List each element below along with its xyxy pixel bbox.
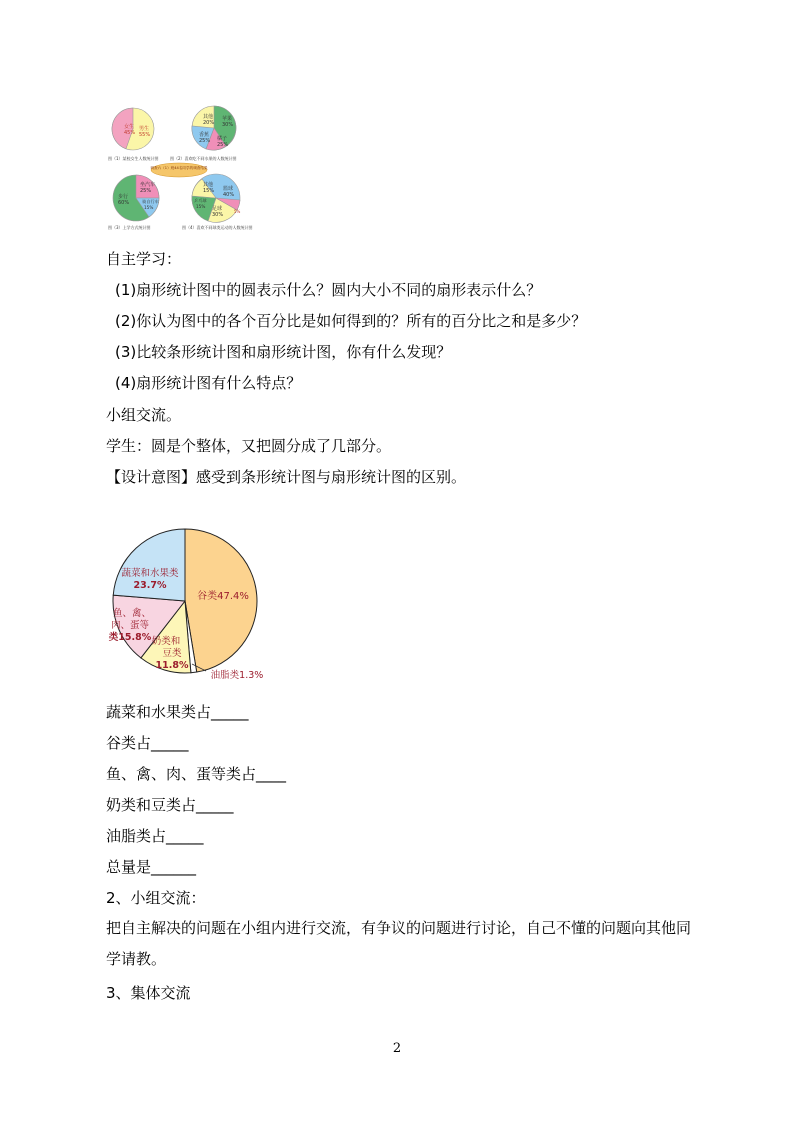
fig2-value-other: 20% — [203, 120, 215, 126]
fig1-value-boys: 55% — [139, 132, 151, 138]
fig1-label-boys: 男生 — [139, 126, 150, 132]
fig3-label-bus: 坐汽车 — [140, 182, 156, 188]
question-2: (2)你认为图中的各个百分比是如何得到的？所有的百分比之和是多少？ — [115, 312, 587, 330]
group-discussion: 小组交流。 — [106, 406, 182, 424]
fig4-value-small: 5% — [234, 209, 241, 214]
design-intent: 【设计意图】感受到条形统计图与扇形统计图的区别。 — [106, 468, 467, 486]
fig4-value-other: 15% — [203, 188, 215, 194]
fig4-value-basketball: 40% — [223, 192, 235, 198]
fill-grain: 谷类占_____ — [106, 734, 189, 752]
section-2-heading: 2、小组交流： — [106, 889, 206, 907]
fig3-label-walk: 步行 — [118, 194, 129, 200]
fig4-label-basketball: 篮球 — [223, 186, 234, 192]
fill-fish: 鱼、禽、肉、蛋等类占____ — [106, 765, 287, 783]
label-fish-line1: 鱼、禽、 — [112, 608, 152, 619]
survey-banner — [150, 163, 208, 177]
self-study-heading: 自主学习： — [106, 250, 182, 268]
food-pie-chart — [106, 528, 276, 684]
fill-oil: 油脂类占_____ — [106, 827, 204, 845]
fig1-caption: 图（1）某校女生人数统计图 — [108, 156, 159, 161]
section-2-body: 把自主解决的问题在小组内进行交流，有争议的问题进行讨论，自己不懂的问题向其他同学请教。 — [106, 919, 692, 968]
student-answer: 学生：圆是个整体，又把圆分成了几部分。 — [106, 437, 392, 455]
fig2-label-banana: 香蕉 — [199, 132, 210, 138]
fig4-value-pingpong: 15% — [196, 204, 206, 209]
fig1-label-girls: 女生 — [124, 124, 135, 130]
fig2-label-other: 其他 — [203, 114, 214, 120]
fig2-value-banana: 25% — [199, 138, 211, 144]
fig2-label-orange: 橘子 — [217, 136, 228, 142]
fig2-caption: 图（2）喜欢吃不同水果的人数统计图 — [170, 156, 237, 161]
fig4-label-pingpong: 乒乓球 — [194, 198, 207, 203]
label-milk-line1: 奶类和 — [151, 636, 181, 647]
fill-veg: 蔬菜和水果类占_____ — [106, 703, 249, 721]
label-oil: 油脂类1.3% — [210, 670, 264, 681]
fig4-label-other: 其他 — [203, 182, 214, 188]
section-3-heading: 3、集体交流 — [106, 984, 191, 1002]
thumbnail-charts — [106, 100, 264, 234]
fig3-label-bike: 骑自行车 — [142, 199, 159, 204]
label-veg-value: 23.7% — [133, 580, 167, 591]
fill-milk: 奶类和豆类占_____ — [106, 796, 234, 814]
fig1-value-girls: 45% — [124, 130, 136, 136]
fig3-value-bus: 25% — [140, 188, 152, 194]
label-grain: 谷类47.4% — [197, 591, 249, 602]
fig4-label-football: 足球 — [212, 206, 223, 212]
label-fish-line2: 肉、蛋等 — [110, 620, 150, 631]
fig2-value-orange: 25% — [217, 142, 229, 148]
question-1: (1)扇形统计图中的圆表示什么？圆内大小不同的扇形表示什么？ — [115, 281, 542, 299]
banner-text: 调查六（1）班44名同学的调查结果 — [150, 166, 208, 170]
label-fish-line3: 类15.8% — [108, 632, 152, 643]
fig3-value-walk: 60% — [118, 200, 130, 206]
question-3: (3)比较条形统计图和扇形统计图，你有什么发现？ — [115, 343, 452, 361]
label-milk-value: 11.8% — [155, 660, 189, 671]
fig4-value-football: 30% — [212, 212, 224, 218]
label-veg-name: 蔬菜和水果类 — [121, 568, 179, 579]
fig4-caption: 图（4）喜欢不同球类运动的人数统计图 — [182, 225, 253, 230]
label-milk-line2: 豆类 — [162, 648, 182, 659]
fig2-value-apple: 30% — [222, 122, 234, 128]
fig3-caption: 图（3）上学方式统计图 — [108, 225, 151, 230]
fill-total: 总量是______ — [106, 858, 197, 876]
page-number: 2 — [392, 1041, 402, 1056]
fig3-value-bike: 15% — [144, 205, 154, 210]
question-4: (4)扇形统计图有什么特点？ — [115, 374, 302, 392]
fig2-label-apple: 苹果 — [222, 116, 233, 122]
